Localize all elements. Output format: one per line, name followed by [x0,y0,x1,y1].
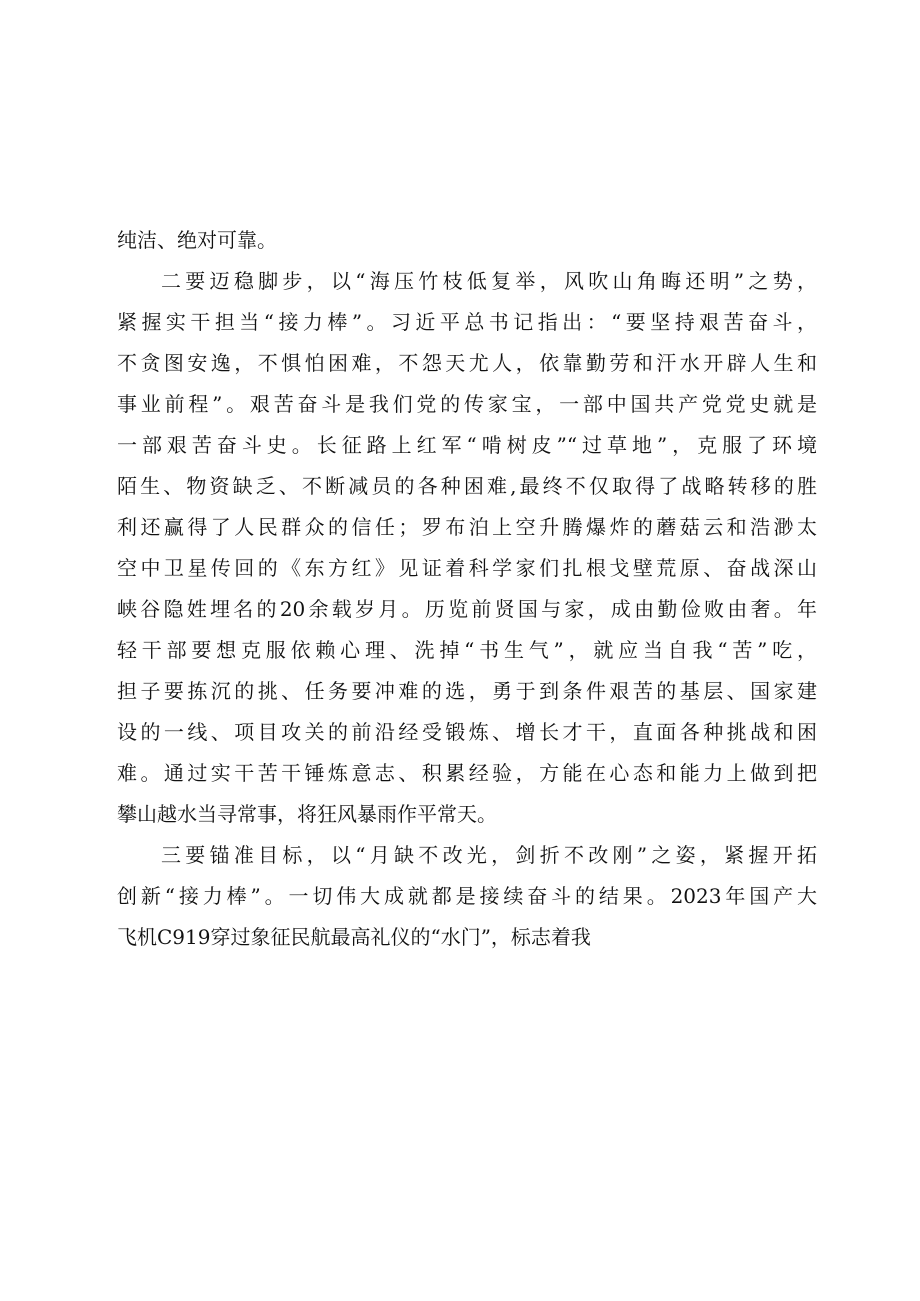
text-line: 纯洁、绝对可靠。 [117,228,277,252]
text-line: 空中卫星传回的《东方红》见证着科学家们扎根戈壁荒原、奋战深山 [117,556,817,580]
text-line: 紧握实干担当“接力棒”。习近平总书记指出：“要坚持艰苦奋斗， [117,310,817,334]
text-line: 峡谷隐姓埋名的20余载岁月。历览前贤国与家，成由勤俭败由奢。年 [117,597,817,621]
document-body [117,220,817,958]
text-line: 担子要拣沉的挑、任务要冲难的选，勇于到条件艰苦的基层、国家建 [117,679,817,703]
text-line: 攀山越水当寻常事，将狂风暴雨作平常天。 [117,802,497,826]
text-line: 飞机C919穿过象征民航最高礼仪的“水门”，标志着我 [117,925,591,949]
text-line: 陌生、物资缺乏、不断减员的各种困难,最终不仅取得了战略转移的胜 [117,474,817,498]
text-line: 轻干部要想克服依赖心理、洗掉“书生气”，就应当自我“苦”吃， [117,638,817,662]
text-line: 创新“接力棒”。一切伟大成就都是接续奋斗的结果。2023年国产大 [117,884,817,908]
text-line: 不贪图安逸，不惧怕困难，不怨天尤人，依靠勤劳和汗水开辟人生和 [117,351,817,375]
text-line: 设的一线、项目攻关的前沿经受锻炼、增长才干，直面各种挑战和困 [117,720,817,744]
text-line: 一部艰苦奋斗史。长征路上红军“啃树皮”“过草地”，克服了环境 [117,433,817,457]
text-line: 事业前程”。艰苦奋斗是我们党的传家宝，一部中国共产党党史就是 [117,392,817,416]
text-line: 二要迈稳脚步，以“海压竹枝低复举，风吹山角晦还明”之势， [161,269,817,293]
text-line: 利还赢得了人民群众的信任；罗布泊上空升腾爆炸的蘑菇云和浩渺太 [117,515,817,539]
text-line: 三要锚准目标，以“月缺不改光，剑折不改刚”之姿，紧握开拓 [161,843,817,867]
text-line: 难。通过实干苦干锤炼意志、积累经验，方能在心态和能力上做到把 [117,761,817,785]
